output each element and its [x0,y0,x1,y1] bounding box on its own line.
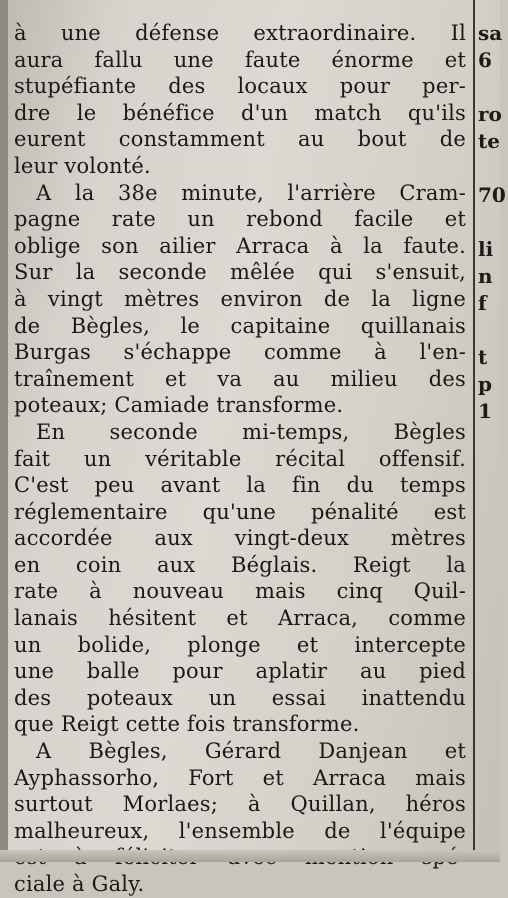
article-line: A la 38e minute, l'arrière Cram- [36,180,466,205]
fragment-text: li [478,237,494,261]
article-line: des poteaux un essai inattendu [14,685,466,710]
article-line: traînement et va au milieu des [14,366,466,391]
column-rule [473,0,475,862]
fragment-text: n [478,264,493,288]
fragment-text: 1 [478,399,492,423]
fragment-text: p [478,372,492,396]
fragment-text: 70 [478,183,506,207]
fragment-text: sa [478,21,503,45]
article-line: fait un véritable récital offensif. [14,446,466,471]
article-line: surtout Morlaes; à Quillan, héros [14,792,466,817]
article-line: C'est peu avant la fin du temps [14,473,466,498]
article-line: un bolide, plonge et intercepte [14,632,466,657]
article-line: en coin aux Béglais. Reigt la [14,552,466,577]
article-line: pagne rate un rebond facile et [14,207,466,232]
article-line: dre le bénéfice d'un match qu'ils [14,100,466,125]
adjacent-column-fragment [478,20,508,425]
article-line: à une défense extraordinaire. Il [14,21,466,45]
article-line: Burgas s'échappe comme à l'en- [14,340,466,365]
fragment-text [478,155,508,182]
fragment-text: f [478,291,487,315]
fragment-text: te [478,129,500,153]
article-line: leur volonté. [14,153,151,178]
article-line: lanais hésitent et Arraca, comme [14,606,466,631]
fragment-text [478,74,508,101]
article-line: accordée aux vingt-deux mètres [14,526,466,551]
page-edge-shadow [0,0,8,862]
article-line: En seconde mi-temps, Bègles [36,419,466,444]
fragment-text [478,317,508,344]
article-column [14,20,466,898]
article-line: aura fallu une faute énorme et [14,47,466,72]
article-line: ciale à Galy. [14,872,145,896]
article-line: Ayphassorho, Fort et Arraca mais [14,765,466,790]
article-line: A Bègles, Gérard Danjean et [36,739,466,764]
fragment-text: ro [478,102,502,126]
article-line: stupéfiante des locaux pour per- [14,74,466,99]
page-bottom-edge [0,850,500,862]
fragment-text: 6 [478,48,492,72]
fragment-text [478,209,508,236]
article-line: malheureux, l'ensemble de l'équipe [14,818,466,843]
article-line: de Bègles, le capitaine quillanais [14,313,466,338]
article-line: une balle pour aplatir au pied [14,659,466,684]
article-line: oblige son ailier Arraca à la faute. [14,233,466,258]
article-line: poteaux; Camiade transforme. [14,393,344,418]
article-line: réglementaire qu'une pénalité est [14,499,466,524]
article-line: rate à nouveau mais cinq Quil- [14,579,466,604]
fragment-text: t [478,345,488,369]
article-line: Sur la seconde mêlée qui s'ensuit, [14,260,466,285]
article-line: que Reigt cette fois transforme. [14,712,360,737]
article-line: eurent constamment au bout de [14,127,466,152]
article-line: à vingt mètres environ de la ligne [14,286,466,311]
